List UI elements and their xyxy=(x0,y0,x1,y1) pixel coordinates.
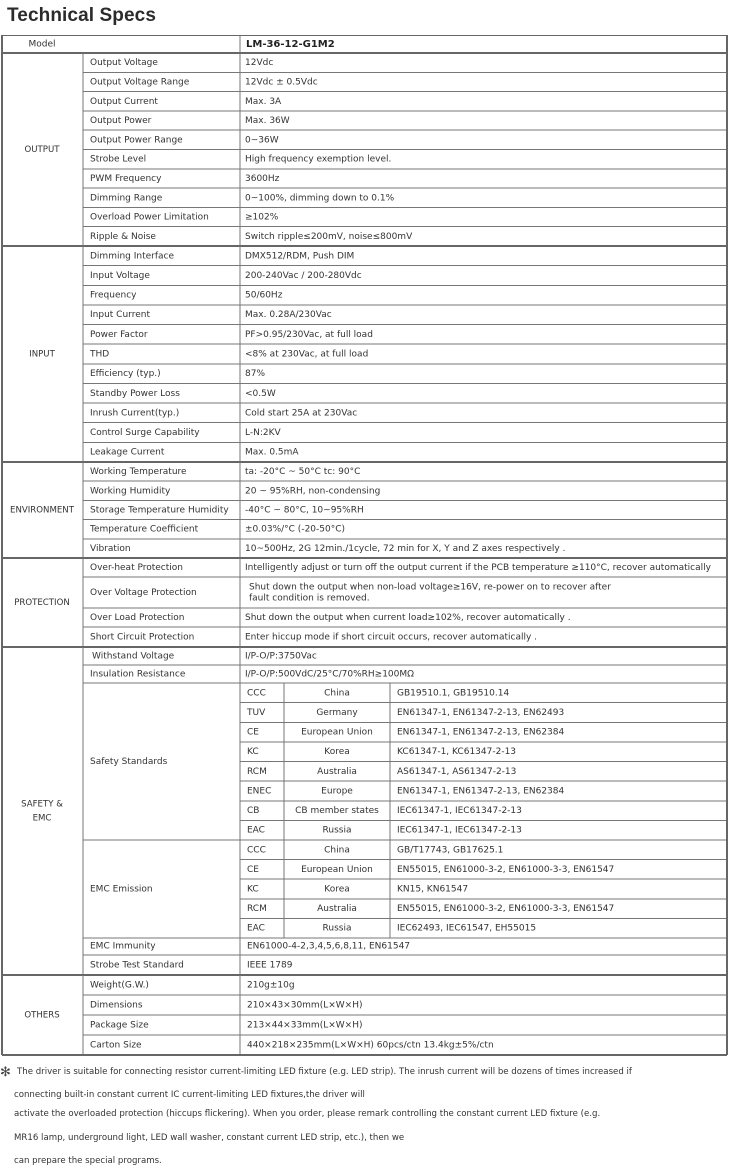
spec-label: Frequency xyxy=(90,290,137,301)
cert-standard: KN15, KN61547 xyxy=(397,884,469,895)
footnote-line: connecting built-in constant current IC current-limiting LED fixtures,the driver will xyxy=(14,1090,365,1100)
spec-label: Standby Power Loss xyxy=(90,388,180,399)
page-title: Technical Specs xyxy=(7,5,156,26)
spec-label: Strobe Test Standard xyxy=(90,960,184,971)
spec-value: fault condition is removed. xyxy=(249,593,370,604)
spec-label: Working Humidity xyxy=(90,486,171,497)
cert-standard: EN55015, EN61000-3-2, EN61000-3-3, EN61547 xyxy=(397,864,615,875)
spec-value: ≥102% xyxy=(245,212,279,223)
cert-region: European Union xyxy=(301,864,373,875)
spec-value: 440×218×235mm(L×W×H) 60pcs/ctn 13.4kg±5%/ctn xyxy=(247,1040,494,1051)
spec-value: 213×44×33mm(L×W×H) xyxy=(247,1020,363,1031)
cert-standard: IEC61347-1, IEC61347-2-13 xyxy=(397,825,522,836)
spec-value: 200-240Vac / 200-280Vdc xyxy=(245,270,362,281)
spec-label: Weight(G.W.) xyxy=(90,980,149,991)
footnote-line: can prepare the special programs. xyxy=(14,1156,162,1166)
spec-label: Control Surge Capability xyxy=(90,428,200,439)
cert-standard: EN61347-1, EN61347-2-13, EN62384 xyxy=(397,727,565,738)
spec-label: PWM Frequency xyxy=(90,173,162,184)
section-others: OTHERS xyxy=(24,1010,60,1021)
emc-emission-label: EMC Emission xyxy=(90,884,153,895)
spec-value: EN61000-4-2,3,4,5,6,8,11, EN61547 xyxy=(247,941,411,952)
spec-value: 210g±10g xyxy=(247,980,295,991)
spec-label: EMC Immunity xyxy=(90,941,156,952)
cert-region: Europe xyxy=(321,786,353,797)
spec-label: THD xyxy=(90,349,110,360)
spec-value: Shut down the output when current load≥102%, recover automatically . xyxy=(245,613,571,623)
spec-value: Max. 36W xyxy=(245,116,290,127)
cert-standard: GB19510.1, GB19510.14 xyxy=(397,688,510,699)
cert-region: China xyxy=(324,845,350,856)
cert-mark: CE xyxy=(247,727,259,738)
spec-value: Shut down the output when non-load voltage≥16V, re-power on to recover after xyxy=(249,582,611,593)
spec-label: Over-heat Protection xyxy=(90,563,183,573)
spec-value: 210×43×30mm(L×W×H) xyxy=(247,1000,363,1011)
cert-region: Russia xyxy=(322,825,352,836)
spec-label: Short Circuit Protection xyxy=(90,632,195,643)
spec-value: 12Vdc xyxy=(245,58,274,69)
spec-value: 0~36W xyxy=(245,135,279,146)
model-value: LM-36-12-G1M2 xyxy=(246,39,335,50)
cert-mark: KC xyxy=(247,747,259,758)
cert-mark: CCC xyxy=(247,845,266,856)
safety-standards-label: Safety Standards xyxy=(90,757,168,767)
spec-value: 20 ~ 95%RH, non-condensing xyxy=(245,486,381,497)
spec-value: High frequency exemption level. xyxy=(245,154,392,165)
cert-standard: IEC62493, IEC61547, EH55015 xyxy=(397,923,537,934)
spec-value: L-N:2KV xyxy=(245,428,281,439)
spec-label: Leakage Current xyxy=(90,447,165,458)
spec-label: Power Factor xyxy=(90,329,148,340)
spec-label: Over Load Protection xyxy=(90,613,185,623)
spec-label: Withstand Voltage xyxy=(92,651,175,662)
spec-label: Dimming Interface xyxy=(90,251,175,262)
spec-value: -40°C ~ 80°C, 10~95%RH xyxy=(245,505,364,516)
spec-value: Cold start 25A at 230Vac xyxy=(245,408,358,419)
spec-label: Input Current xyxy=(90,310,150,321)
spec-label: Dimming Range xyxy=(90,193,163,204)
cert-mark: EAC xyxy=(247,923,265,934)
cert-region: European Union xyxy=(301,727,373,738)
footnote-line: MR16 lamp, underground light, LED wall washer, constant current LED strip, etc.), then we xyxy=(14,1133,405,1143)
spec-label: Package Size xyxy=(90,1020,149,1031)
spec-value: 10~500Hz, 2G 12min./1cycle, 72 min for X, Y and Z axes respectively . xyxy=(245,543,566,554)
cert-mark: ENEC xyxy=(247,786,272,797)
spec-value: Enter hiccup mode if short circuit occurs, recover automatically . xyxy=(245,632,538,643)
spec-label: Storage Temperature Humidity xyxy=(90,505,229,516)
cert-standard: IEC61347-1, IEC61347-2-13 xyxy=(397,806,522,817)
spec-value: Max. 3A xyxy=(245,96,282,107)
spec-value: Switch ripple≤200mV, noise≤800mV xyxy=(245,231,413,242)
spec-value: DMX512/RDM, Push DIM xyxy=(245,251,355,262)
spec-label: Temperature Coefficient xyxy=(90,524,199,535)
cert-mark: TUV xyxy=(247,707,266,718)
spec-label: Overload Power Limitation xyxy=(90,212,209,223)
spec-value: I/P-O/P:3750Vac xyxy=(245,651,317,662)
section-environment: ENVIRONMENT xyxy=(10,505,74,516)
spec-value: Intelligently adjust or turn off the output current if the PCB temperature ≥110°C, recover automatically xyxy=(245,563,711,573)
section-input: INPUT xyxy=(29,349,55,360)
cert-standard: AS61347-1, AS61347-2-13 xyxy=(397,766,517,777)
spec-value: IEEE 1789 xyxy=(247,960,293,971)
spec-label: Carton Size xyxy=(90,1040,142,1051)
cert-mark: RCM xyxy=(247,904,267,915)
cert-mark: CE xyxy=(247,864,259,875)
section-protection: PROTECTION xyxy=(14,598,70,608)
spec-value: <8% at 230Vac, at full load xyxy=(245,349,369,360)
cert-region: CB member states xyxy=(295,806,379,817)
footnote-line: activate the overloaded protection (hiccups flickering). When you order, please remark controlling the constant current LED fixture (e.g. xyxy=(14,1109,601,1119)
cert-standard: GB/T17743, GB17625.1 xyxy=(397,845,504,856)
spec-label: Dimensions xyxy=(90,1000,143,1011)
spec-label: Efficiency (typ.) xyxy=(90,369,161,380)
cert-standard: EN61347-1, EN61347-2-13, EN62493 xyxy=(397,707,565,718)
spec-value: Max. 0.28A/230Vac xyxy=(245,310,332,321)
section-safety-emc: EMC xyxy=(32,813,52,824)
asterisk-icon: ✻ xyxy=(0,1065,11,1080)
spec-label: Output Power Range xyxy=(90,135,183,146)
cert-region: Korea xyxy=(324,884,350,895)
model-label: Model xyxy=(28,39,56,50)
spec-label: Ripple & Noise xyxy=(90,231,156,242)
spec-value: 12Vdc ± 0.5Vdc xyxy=(245,77,318,88)
spec-label: Output Voltage Range xyxy=(90,77,190,88)
cert-standard: EN55015, EN61000-3-2, EN61000-3-3, EN61547 xyxy=(397,904,615,915)
cert-region: Australia xyxy=(317,766,357,777)
spec-label: Output Current xyxy=(90,96,158,107)
section-safety-emc: SAFETY & xyxy=(21,799,63,810)
cert-mark: CB xyxy=(247,806,260,817)
cert-region: Australia xyxy=(317,904,357,915)
spec-label: Over Voltage Protection xyxy=(90,588,197,598)
cert-standard: KC61347-1, KC61347-2-13 xyxy=(397,747,517,758)
spec-value: 0~100%, dimming down to 0.1% xyxy=(245,193,395,204)
cert-region: Germany xyxy=(316,707,358,718)
spec-label: Output Voltage xyxy=(90,58,158,69)
spec-value: 50/60Hz xyxy=(245,290,283,301)
cert-mark: RCM xyxy=(247,766,267,777)
footnote-line: The driver is suitable for connecting resistor current-limiting LED fixture (e.g. LED strip). The inrush current will be dozens of times increased if xyxy=(17,1067,632,1077)
spec-value: Max. 0.5mA xyxy=(245,447,299,458)
spec-value: PF>0.95/230Vac, at full load xyxy=(245,329,373,340)
spec-value: 87% xyxy=(245,369,266,380)
cert-region: China xyxy=(324,688,350,699)
spec-value: ±0.03%/°C (-20-50°C) xyxy=(245,524,346,535)
spec-label: Working Temperature xyxy=(90,467,187,478)
cert-region: Russia xyxy=(322,923,352,934)
cert-mark: EAC xyxy=(247,825,265,836)
spec-value: I/P-O/P:500VdC/25°C/70%RH≥100MΩ xyxy=(245,669,415,680)
cert-mark: KC xyxy=(247,884,259,895)
cert-standard: EN61347-1, EN61347-2-13, EN62384 xyxy=(397,786,565,797)
spec-label: Input Voltage xyxy=(90,270,150,281)
spec-value: 3600Hz xyxy=(245,173,280,184)
section-output: OUTPUT xyxy=(24,145,60,155)
spec-label: Vibration xyxy=(90,543,131,554)
spec-value: ta: -20°C ~ 50°C tc: 90°C xyxy=(245,467,361,478)
cert-mark: CCC xyxy=(247,688,266,699)
spec-label: Output Power xyxy=(90,116,152,127)
spec-label: Insulation Resistance xyxy=(90,669,186,680)
spec-label: Strobe Level xyxy=(90,154,147,165)
cert-region: Korea xyxy=(324,747,350,758)
spec-label: Inrush Current(typ.) xyxy=(90,408,180,419)
spec-value: <0.5W xyxy=(245,388,276,399)
spec-table xyxy=(0,35,729,1056)
